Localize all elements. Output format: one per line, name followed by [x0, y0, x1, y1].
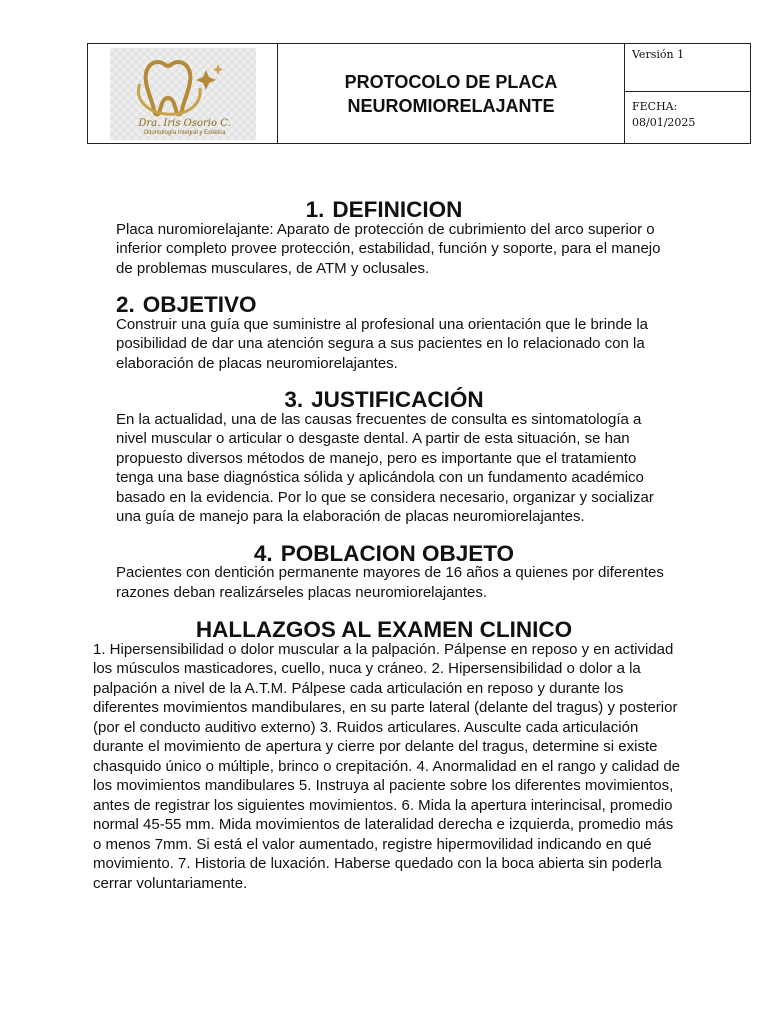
date-block: [625, 92, 750, 143]
logo-name: Dra. Iris Osorio C.: [138, 117, 231, 129]
title-line-1: PROTOCOLO DE PLACA: [344, 71, 558, 92]
clinic-logo: [110, 48, 256, 140]
version-label: Versión 1: [625, 44, 750, 92]
section-title: JUSTIFICACIÓN: [311, 387, 484, 412]
section-number: 3.: [284, 387, 304, 412]
document-header: [87, 43, 751, 144]
document-title: [345, 70, 558, 118]
section-text-objetivo: Construir una guía que suministre al profesional una orientación que le brinde la posibilidad de dar una atención segura a sus pacientes en lo relacionado con la elaboración de placas neuromiorelajantes.: [116, 315, 648, 372]
title-line-2: NEUROMIORELAJANTE: [347, 95, 555, 116]
meta-cell: [625, 44, 750, 143]
date-label: FECHA:: [632, 100, 678, 113]
logo-subtitle: Odontología Integral y Estética: [143, 129, 226, 136]
logo-cell: [88, 44, 278, 143]
section-number: 1.: [305, 197, 325, 222]
findings-text: 1. Hipersensibilidad o dolor muscular a la palpación. Pálpense en reposo y en actividad los músculos masticadores, cuello, nuca y cráneo. 2. Hipersensibilidad o dolor a la palpación a nivel de la A.T.M. Pálpese cada articulación en reposo y durante los diferentes movimientos mandibulares, en su parte lateral (delante del tragus) y posterior (por el conducto auditivo externo) 3. Ruidos articulares. Ausculte cada articulación durante el movimiento de apertura y cierre por delante del tragus, determine si existe chasquido único o múltiple, brinco o crepitación. 4. Anormalidad en el rango y calidad de los movimientos mandibulares 5. Instruya al paciente sobre los diferentes movimientos, antes de registrar los siguientes movimientos. 6. Mida la apertura interincisal, promedio normal 45-55 mm. Mida movimientos de lateralidad derecha e izquierda, promedio más o menos 7mm. Si está el valor aumentado, registre hipermovilidad indicando en qué movimiento. 7. Historia de luxación. Haberse quedado con la boca abierta sin poderla cerrar voluntariamente.: [93, 640, 681, 892]
findings-heading: HALLAZGOS AL EXAMEN CLINICO: [195, 617, 573, 642]
section-text-justificacion: En la actualidad, una de las causas frecuentes de consulta es sintomatología a nivel muscular o articular o desgaste dental. A partir de esta situación, se han propuesto diversos métodos de manejo, pero es importante que el tratamiento tenga una base diagnóstica sólida y aplicándola con un fundamento académico basado en la evidencia. Por lo que se considera necesario, organizar y socializar una guía de manejo para la elaboración de placas neuromiorelajantes.: [116, 410, 654, 525]
document-body: [0, 197, 768, 893]
section-heading-objetivo: [0, 292, 768, 317]
section-text-definicion: Placa nuromiorelajante: Aparato de protección de cubrimiento del arco superior o inferior completo provee protección, estabilidad, función y soporte, para el manejo de problemas musculares, de ATM y oclusales.: [116, 220, 661, 277]
section-heading-justificacion: [0, 387, 768, 412]
section-title: DEFINICION: [332, 197, 463, 222]
section-number: 4.: [253, 540, 273, 566]
section-text-poblacion: Pacientes con dentición permanente mayores de 16 años a quienes por diferentes razones deban realizárseles placas neuromiorelajantes.: [116, 564, 664, 601]
section-heading-definicion: [0, 197, 768, 222]
section-number: 2.: [116, 292, 135, 317]
date-value: 08/01/2025: [632, 116, 696, 129]
section-title: OBJETIVO: [142, 292, 257, 317]
section-title: POBLACION OBJETO: [280, 540, 515, 566]
section-heading-poblacion: [0, 540, 768, 566]
title-cell: [278, 44, 625, 143]
